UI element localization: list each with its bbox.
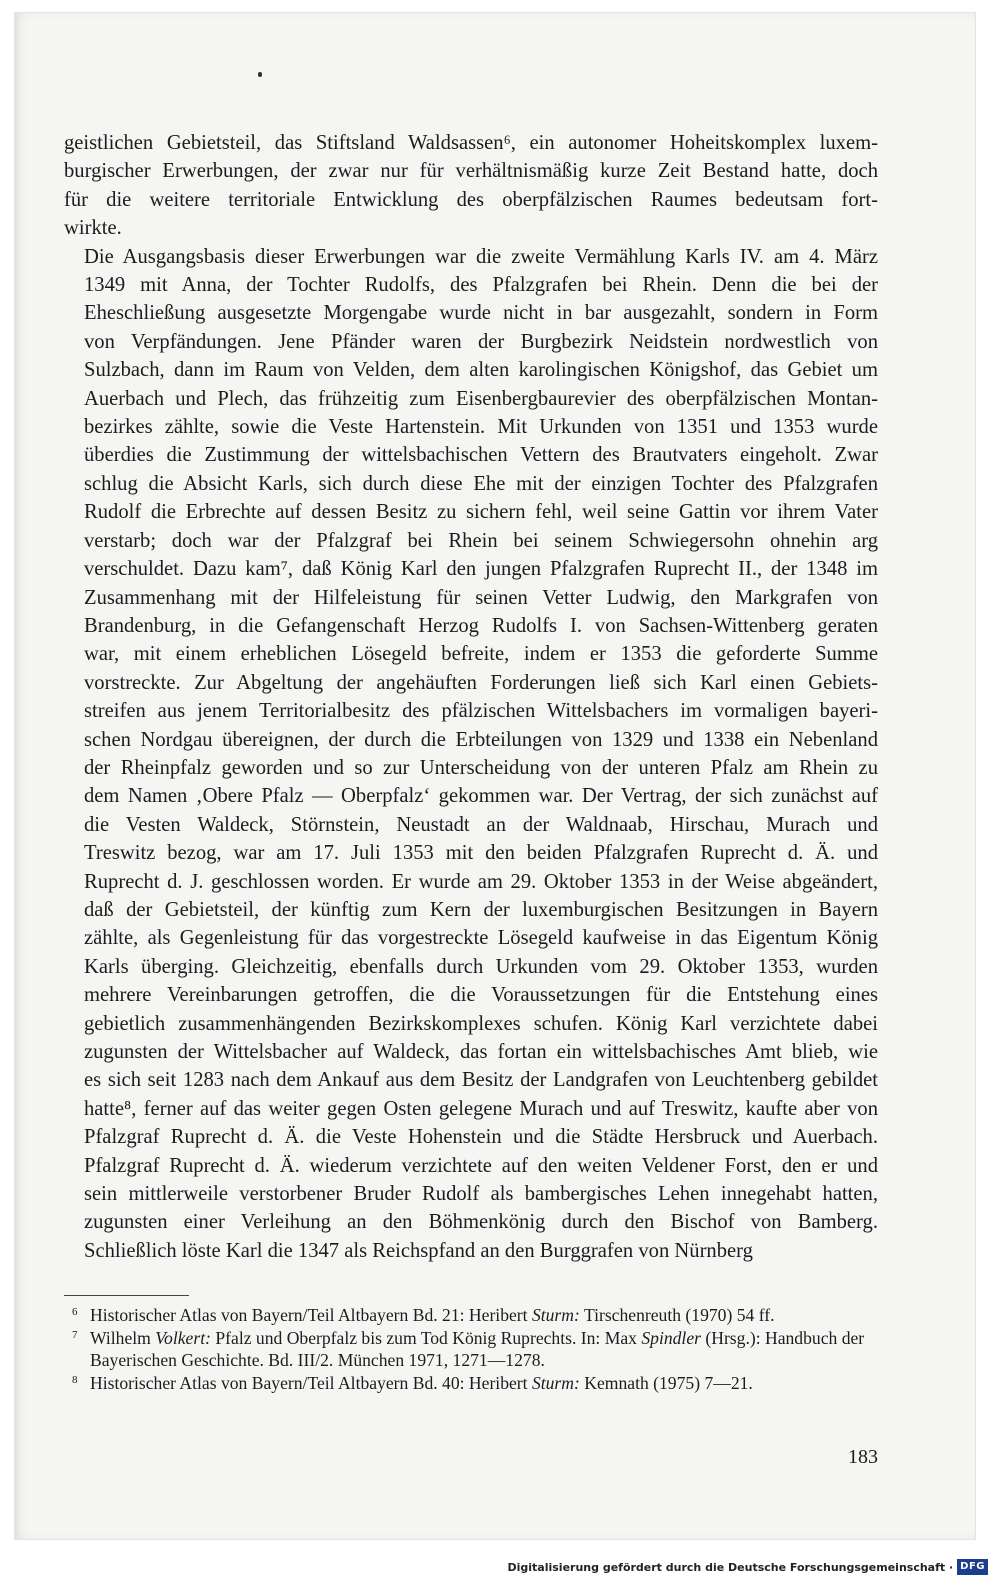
text-line: für die weitere territoriale Entwicklung des oberpfälzischen Raumes bedeutsam fort- [64, 188, 878, 211]
text-line: sein mittlerweile verstorbener Bruder Rudolf als bambergisches Lehen innegehabt hatten, [84, 1183, 878, 1206]
paragraph-1 [64, 129, 878, 243]
text-line: die Vesten Waldeck, Störnstein, Neustadt an der Waldnaab, Hirschau, Murach und [84, 813, 878, 836]
text-line: zählte, als Gegenleistung für das vorgestreckte Lösegeld kaufweise in das Eigentum König [84, 927, 878, 950]
footnote-author: Sturm: [531, 1305, 580, 1325]
text-line: überdies die Zustimmung der wittelsbachischen Vettern des Brautvaters eingeholt. Zwar [84, 444, 878, 467]
text-line: Karls überging. Gleichzeitig, ebenfalls durch Urkunden vom 29. Oktober 1353, wurden [84, 955, 878, 978]
footnote-text: Kemnath (1975) 7—21. [579, 1372, 753, 1393]
text-line: streifen aus jenem Territorialbesitz des pfälzischen Wittelsbachers im vormaligen bayeri- [84, 700, 878, 723]
digitization-footer [507, 1556, 988, 1578]
text-line: verstarb; doch war der Pfalzgraf bei Rhein bei seinem Schwiegersohn ohnehin arg [84, 529, 878, 552]
text-line: schen Nordgau übereignen, der durch die Erbteilungen von 1329 und 1338 ein Nebenland [84, 728, 878, 751]
footnote-text: Historischer Atlas von Bayern/Teil Altbayern Bd. 21: Heribert [90, 1305, 532, 1325]
footnote-text: Pfalz und Oberpfalz bis zum Tod König Ruprechts. In: Max [210, 1327, 642, 1348]
footnote-mark: 7 [72, 1328, 78, 1341]
text-line: hatte⁸, ferner auf das weiter gegen Osten gelegene Murach und auf Treswitz, kaufte aber von [84, 1097, 878, 1120]
footnote-text: (Hrsg.): Handbuch der Bayerischen Geschichte. Bd. III/2. München 1971, 1271—1278. [90, 1327, 865, 1370]
footnote-mark: 8 [72, 1373, 78, 1386]
text-line: vorstreckte. Zur Abgeltung der angehäuften Forderungen ließ sich Karl einen Gebiets- [84, 671, 878, 694]
paragraph-2 [64, 243, 878, 1266]
text-line: verschuldet. Dazu kam⁷, daß König Karl den jungen Pfalzgrafen Ruprecht II., der 1348 im [84, 558, 878, 581]
text-line: Eheschließung ausgesetzte Morgengabe wurde nicht in bar ausgezahlt, sondern in Form [84, 302, 878, 325]
text-line: geistlichen Gebietsteil, das Stiftsland Waldsassen⁶, ein autonomer Hoheitskomplex luxem- [64, 132, 878, 154]
text-line: Die Ausgangsbasis dieser Erwerbungen war die zweite Vermählung Karls IV. am 4. März [84, 245, 878, 268]
scanned-page [14, 12, 976, 1540]
text-line: daß der Gebietsteil, der künftig zum Kern der luxemburgischen Besitzungen in Bayern [84, 898, 878, 921]
text-line: 1349 mit Anna, der Tochter Rudolfs, des Pfalzgrafen bei Rhein. Denn die bei der [84, 274, 878, 297]
page-number: 183 [848, 1446, 878, 1468]
text-line: schlug die Absicht Karls, sich durch diese Ehe mit der einzigen Tochter des Pfalzgrafen [84, 472, 878, 495]
ink-speck [258, 72, 262, 77]
text-line: zugunsten einer Verleihung an den Böhmenkönig durch den Bischof von Bamberg. [84, 1211, 878, 1234]
text-line: mehrere Vereinbarungen getroffen, die die Voraussetzungen für die Entstehung eines [84, 984, 878, 1007]
text-line: dem Namen ‚Obere Pfalz — Oberpfalz‘ gekommen war. Der Vertrag, der sich zunächst auf [84, 785, 878, 808]
text-line: Auerbach und Plech, das frühzeitig zum Eisenbergbaurevier des oberpfälzischen Montan- [84, 387, 878, 410]
text-line: Sulzbach, dann im Raum von Velden, dem alten karolingischen Königshof, das Gebiet um [84, 359, 878, 382]
text-line: gebietlich zusammenhängenden Bezirkskomplexes schufen. König Karl verzichtete dabei [84, 1012, 878, 1035]
text-line: Rudolf die Erbrechte auf dessen Besitz zu sichern fehl, weil seine Gattin vor ihrem Vater [84, 501, 878, 524]
text-line: war, mit einem erheblichen Lösegeld befreite, indem er 1353 die geforderte Summe [84, 643, 878, 666]
text-line: zugunsten der Wittelsbacher auf Waldeck, das fortan ein wittelsbachisches Amt blieb, wie [84, 1041, 878, 1063]
text-line: Pfalzgraf Ruprecht d. Ä. die Veste Hohenstein und die Städte Hersbruck und Auerbach. [84, 1126, 878, 1149]
text-line: Brandenburg, in die Gefangenschaft Herzog Rudolfs I. von Sachsen-Wittenberg geraten [84, 614, 878, 637]
text-line: Pfalzgraf Ruprecht d. Ä. wiederum verzichtete auf den weiten Veldener Forst, den er und [84, 1154, 878, 1177]
footnote-text: Historischer Atlas von Bayern/Teil Altbayern Bd. 40: Heribert [90, 1372, 532, 1393]
footer-credit: Digitalisierung gefördert durch die Deutsche Forschungsgemeinschaft · [507, 1560, 954, 1574]
text-line: Zusammenhang mit der Hilfeleistung für seinen Vetter Ludwig, den Markgrafen von [84, 586, 878, 609]
text-line: es sich seit 1283 nach dem Ankauf aus dem Besitz der Landgrafen von Leuchtenberg gebildet [84, 1069, 878, 1092]
text-line: bezirkes zählte, sowie die Veste Hartenstein. Mit Urkunden von 1351 und 1353 wurde [84, 416, 878, 439]
text-line: Schließlich löste Karl die 1347 als Reichspfand an den Burggrafen von Nürnberg [84, 1239, 753, 1262]
footnote-text: Wilhelm [90, 1327, 156, 1348]
text-line: der Rheinpfalz geworden und so zur Unterscheidung von der unteren Pfalz am Rhein zu [84, 756, 878, 779]
dfg-logo-icon: DFG [957, 1559, 988, 1575]
footnotes [64, 1304, 878, 1394]
footnote-text: Tirschenreuth (1970) 54 ff. [579, 1305, 775, 1325]
text-line: Ruprecht d. J. geschlossen worden. Er wurde am 29. Oktober 1353 in der Weise abgeändert, [84, 870, 878, 893]
text-line: Treswitz bezog, war am 17. Juli 1353 mit den beiden Pfalzgrafen Ruprecht d. Ä. und [84, 842, 878, 865]
footnote-author: Sturm: [531, 1372, 580, 1393]
footnote-author: Volkert: [155, 1327, 211, 1348]
footnote-6 [64, 1304, 878, 1327]
text-line: wirkte. [64, 217, 122, 240]
footnote-author: Spindler [641, 1327, 701, 1348]
footnote-mark: 6 [72, 1306, 78, 1318]
text-line: von Verpfändungen. Jene Pfänder waren der Burgbezirk Neidstein nordwestlich von [84, 330, 878, 353]
footnote-7 [64, 1327, 878, 1372]
footnote-8 [64, 1372, 878, 1395]
text-line: burgischer Erwerbungen, der zwar nur für verhältnismäßig kurze Zeit Bestand hatte, doch [64, 160, 878, 183]
main-text [64, 129, 878, 1265]
footnote-separator [64, 1295, 189, 1296]
